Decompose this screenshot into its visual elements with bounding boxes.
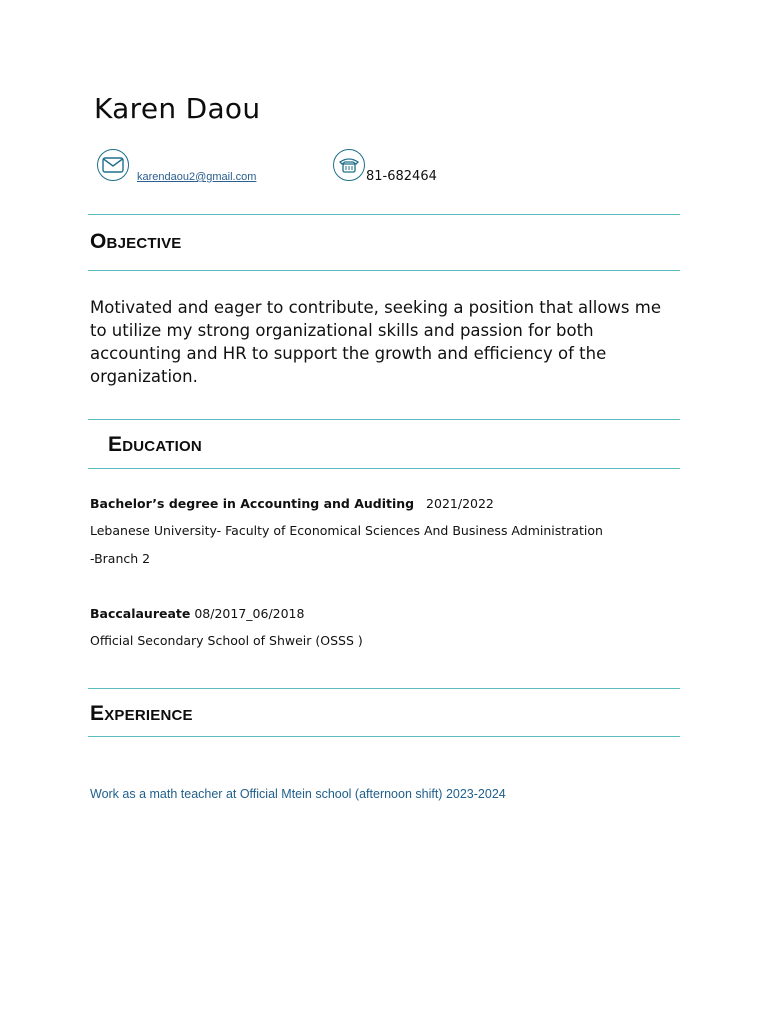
divider (88, 419, 680, 420)
education-entry-degree: Bachelor’s degree in Accounting and Auditing 2021/2022 (90, 496, 494, 511)
telephone-icon (333, 149, 365, 181)
divider (88, 468, 680, 469)
experience-heading: EXPERIENCE (90, 702, 193, 725)
education-entry-school: Official Secondary School of Shweir (OSSS ) (90, 633, 363, 648)
phone-number: 81-682464 (366, 169, 437, 184)
divider (88, 736, 680, 737)
email-link[interactable]: karendaou2@gmail.com (137, 171, 257, 183)
divider (88, 214, 680, 215)
education-heading: EDUCATION (108, 433, 202, 456)
candidate-name: Karen Daou (94, 92, 261, 125)
education-entry-school-branch: -Branch 2 (90, 551, 151, 566)
education-entry-degree: Baccalaureate 08/2017_06/2018 (90, 606, 305, 621)
education-entry-school: Lebanese University- Faculty of Economical Sciences And Business Administration (90, 523, 603, 538)
envelope-icon (97, 149, 129, 181)
divider (88, 270, 680, 271)
objective-text: Motivated and eager to contribute, seeking a position that allows me to utilize my strong organizational skills and passion for both accounting and HR to support the growth and efficiency of the organization. (90, 298, 661, 386)
divider (88, 688, 680, 689)
experience-item: Work as a math teacher at Official Mtein school (afternoon shift) 2023-2024 (90, 787, 506, 801)
objective-heading: OBJECTIVE (90, 230, 182, 253)
